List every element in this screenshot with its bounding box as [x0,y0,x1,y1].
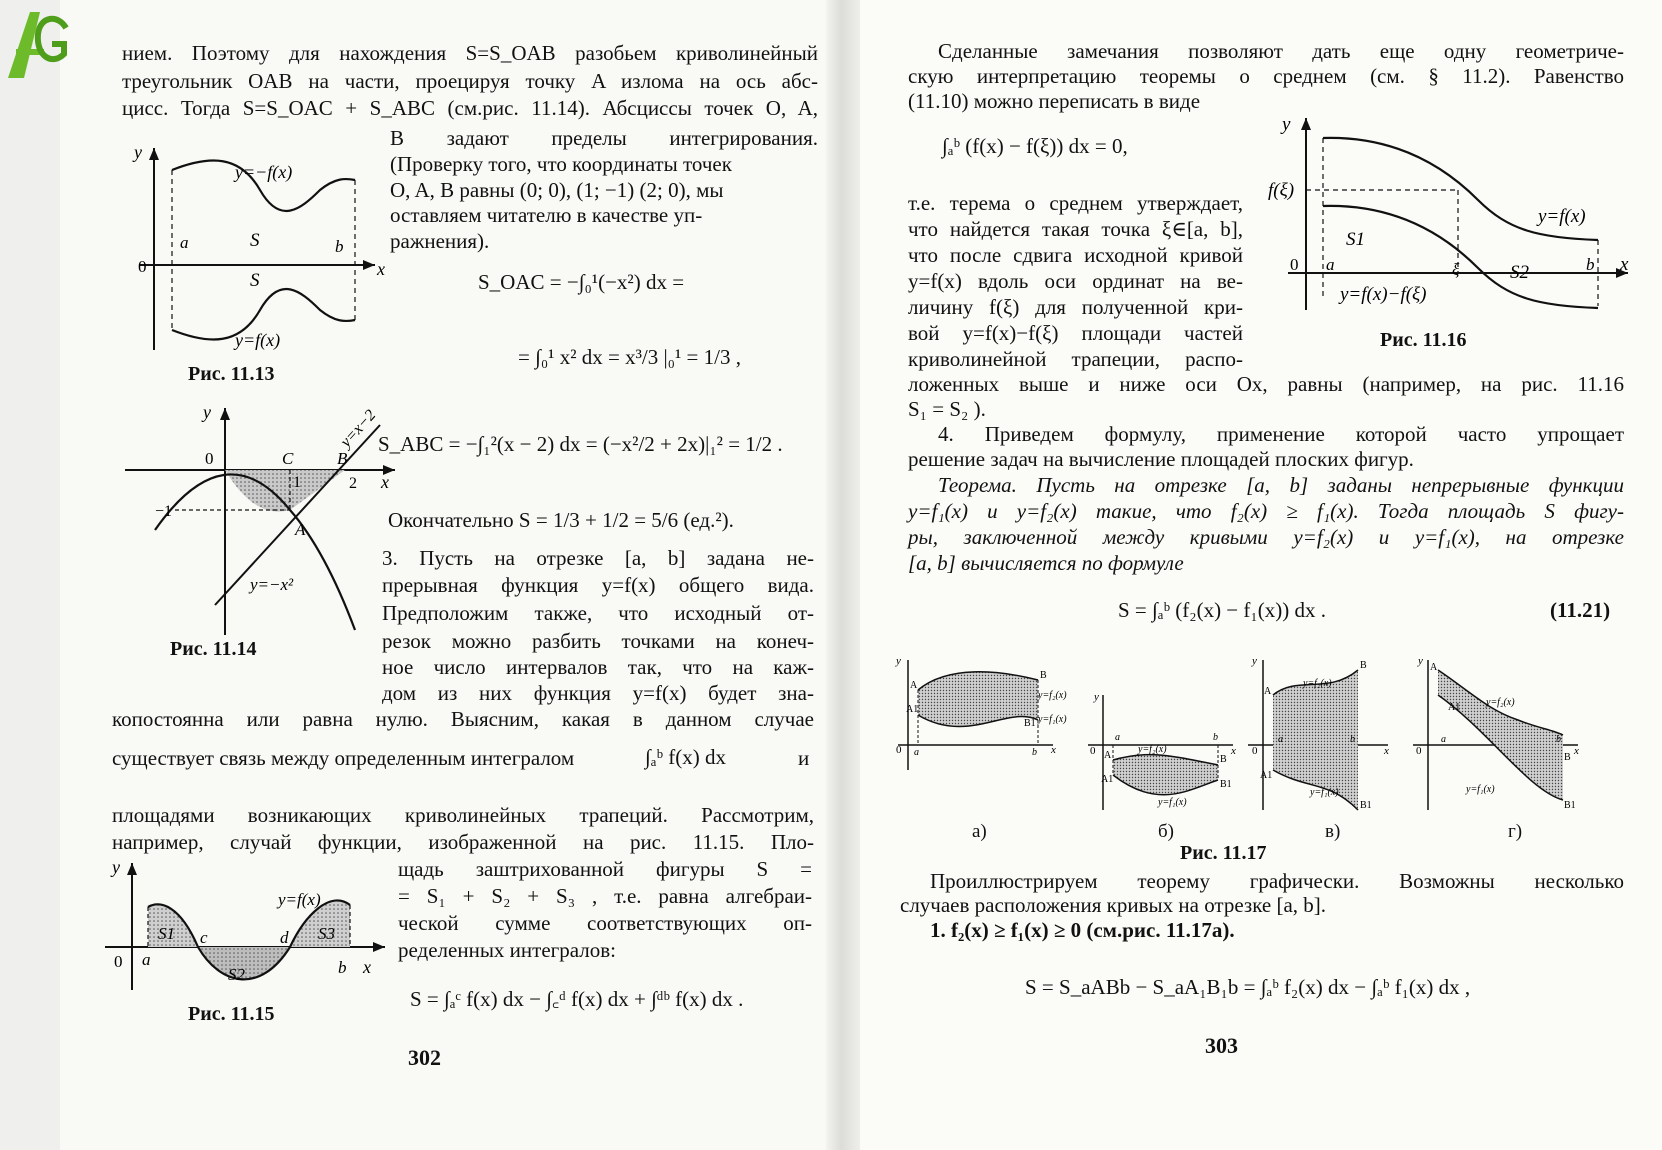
fig16-zero-label: 0 [1290,255,1299,274]
caption-fig-11-14: Рис. 11.14 [170,638,257,660]
fig17-v-x: x [1384,745,1389,757]
text-line: личину f(ξ) для полученной кри- [908,295,1243,319]
fig14-a-label: A [295,520,306,539]
theorem-line: [a, b] вычисляется по формуле [908,551,1184,575]
text-line: что после сдвига исходной кривой [908,243,1243,267]
text-line: и [798,746,810,770]
text-line: Сделанные замечания позволяют дать еще одну геометриче- [938,39,1624,63]
fig17-b-A: A [1104,750,1112,761]
fig17-b-y: y [1094,691,1099,703]
fig17-g [1413,655,1579,811]
fig14-zero-label: 0 [205,449,214,468]
fig17-b [1088,691,1236,810]
text-line: например, случай функции, изображенной на рис. 11.15. Пло- [112,830,814,854]
theorem-line: Теорема. Пусть на отрезке [a, b] заданы непрерывные функции [938,473,1624,497]
fig17-v-A1: A1 [1260,770,1273,781]
fig17-a-a: a [914,747,919,758]
text-line: Предположим также, что исходный от- [382,601,814,625]
figure-11-13 [130,140,390,360]
text-line: щадь заштрихованной фигуры S = [398,857,812,881]
fig17-a-b: b [1032,747,1037,758]
fig17-g-A1: A1 [1448,702,1461,713]
fig17-g-B1: B1 [1564,800,1576,811]
fig15-x-label: x [363,957,371,977]
fig17-a-y: y [896,655,901,667]
fig15-c-label: c [200,928,208,947]
fig17-b-B: B [1220,754,1227,765]
text-line: ражнения). [390,229,490,253]
fig17-g-zero: 0 [1416,745,1422,757]
fig17-g-f1: y=f₁(x) [1466,784,1495,795]
fig14-parab-label: y=−x² [250,575,294,594]
integral-expression: ∫ₐᵇ f(x) dx [645,745,726,769]
fig15-y-label: y [112,857,120,877]
theorem-line: y=f₁(x) и y=f₂(x) такие, что f₂(x) ≥ f₁(x). Тогда площадь S фигу- [908,499,1624,523]
text-line: нием. Поэтому для нахождения S=S_OAB разобьем криволинейный [122,41,818,65]
fig17-a-B: B [1040,670,1047,681]
text-line: Проиллюстрируем теорему графически. Возможны несколько [930,869,1624,893]
text-line: оставляем читателю в качестве уп- [390,203,703,227]
fig15-b-label: b [338,958,347,977]
fig17-b-zero: 0 [1090,745,1096,757]
fig14-c-label: C [282,449,294,468]
formula-11-21: S = ∫ₐᵇ (f₂(x) − f₁(x)) dx . [1118,598,1326,622]
text-line: скую интерпретацию теоремы о среднем (см. § 11.2). Равенство [908,64,1624,88]
text-line: площадями возникающих криволинейных трапеций. Рассмотрим, [112,803,814,827]
fig14-two-label: 2 [349,475,357,492]
text-line: дом из них функция y=f(x) будет зна- [382,681,814,705]
fig14-y-label: y [203,402,211,422]
text-line: S₁ = S₂ ). [908,397,986,421]
fig17-v-a: a [1278,734,1283,745]
text-line: решение задач на вычисление площадей плоских фигур. [908,447,1414,471]
figure-11-17 [888,650,1588,815]
subfig-label-b: б) [1158,821,1174,842]
fig13-s1-label: S [250,230,260,251]
fig17-a-f2: y=f₂(x) [1038,690,1067,701]
fig17-a-zero: 0 [896,744,902,756]
equation-mean-value: ∫ₐᵇ (f(x) − f(ξ)) dx = 0, [942,134,1128,158]
fig17-b-A1: A1 [1101,774,1114,785]
equation-sum-integrals: S = ∫ₐᶜ f(x) dx − ∫꜀ᵈ f(x) dx + ∫ᵈᵇ f(x) dx . [410,987,744,1011]
fig16-y-label: y [1282,114,1291,135]
page-number: 303 [1205,1033,1238,1058]
left-page [60,0,826,1150]
fig13-a-label: a [180,233,189,252]
fig17-g-a: a [1441,734,1446,745]
fig15-s3-label: S3 [318,924,335,943]
fig17-v-B: B [1360,660,1367,671]
fig15-s1-label: S1 [158,924,175,943]
fig13-x-label: x [377,259,385,279]
figure-11-15 [100,855,400,995]
text-line: 4. Приведем формулу, применение которой часто упрощает [938,422,1624,446]
text-line: копостоянна или равна нулю. Выясним, какая в данном случае [112,707,814,731]
fig14-b-label: B [337,449,348,468]
fig16-shift-label: y=f(x)−f(ξ) [1340,284,1427,305]
fig13-y-label: y [134,142,142,162]
fig13-b-label: b [335,237,344,256]
fig15-zero-label: 0 [114,952,123,971]
caption-fig-11-13: Рис. 11.13 [188,363,275,385]
fig13-zero-label: 0 [138,257,147,276]
text-line: криволинейной трапеции, распо- [908,347,1243,371]
ag-logo [0,0,74,90]
fig17-a-A1: A1 [906,704,919,715]
fig17-a-B1: B1 [1024,718,1036,729]
text-line: = S₁ + S₂ + S₃ , т.е. равна алгебраи- [398,884,812,908]
fig15-a-label: a [142,950,151,969]
fig13-s2-label: S [250,270,260,291]
fig16-x-label: x [1620,254,1629,275]
fig14-line-label: y=x−2 [337,406,380,451]
text-line: цисс. Тогда S=S_OAC + S_ABC (см.рис. 11.14). Абсциссы точек O, A, [122,96,818,120]
fig16-s2-label: S2 [1510,262,1529,283]
fig17-g-y: y [1418,655,1423,667]
fig17-b-f1: y=f₁(x) [1158,797,1187,808]
book-spine [826,0,860,1150]
fig17-g-b: b [1556,734,1561,745]
fig14-x-label: x [381,472,389,492]
formula-number: (11.21) [1550,598,1611,622]
fig14-one-label: 1 [293,474,301,491]
text-line: 3. Пусть на отрезке [a, b] задана не- [382,546,814,570]
text-line: прерывная функция y=f(x) общего вида. [382,573,814,597]
fig16-a-label: a [1326,255,1335,274]
fig15-d-label: d [280,928,289,947]
final-result: Окончательно S = 1/3 + 1/2 = 5/6 (ед.²). [388,508,734,532]
caption-fig-11-15: Рис. 11.15 [188,1003,275,1025]
fig17-v [1248,655,1389,811]
caption-fig-11-16: Рис. 11.16 [1380,329,1467,351]
fig17-b-f2: y=f₂(x) [1138,744,1167,755]
fig13-bottom-label: y=f(x) [235,330,281,350]
theorem-line: ры, заключенной между кривыми y=f₂(x) и y=f₁(x), на отрезке [908,525,1624,549]
subfig-label-g: г) [1508,821,1523,842]
text-line: O, A, B равны (0; 0), (1; −1) (2; 0), мы [390,178,724,202]
fig17-v-f1: y=f₁(x) [1310,787,1339,798]
text-line: т.е. терема о среднем утверждает, [908,191,1243,215]
text-line: что найдется такая точка ξ∈[a, b], [908,217,1243,241]
caption-fig-11-17: Рис. 11.17 [1180,842,1267,864]
text-line: B задают пределы интегрирования. [390,126,818,150]
equation-integral-x2: = ∫₀¹ x² dx = x³/3 |₀¹ = 1/3 , [518,345,741,369]
fig13-top-label: y=−f(x) [235,162,293,182]
fig17-a-f1: y=f₁(x) [1038,714,1067,725]
text-line: ческой сумме соответствующих оп- [398,911,812,935]
text-line: ределенных интегралов: [398,938,617,962]
fig17-a-A: A [910,680,918,691]
fig17-v-B1: B1 [1360,800,1372,811]
equation-s-oac: S_OAC = −∫₀¹(−x²) dx = [478,270,685,294]
equation-case-1: S = S_aABb − S_aA₁B₁b = ∫ₐᵇ f₂(x) dx − ∫ₐᵇ f₁(x) dx , [1025,975,1471,999]
fig16-xi-label: ξ [1452,260,1460,279]
fig14-minus1-label: −1 [155,503,173,520]
fig17-v-A: A [1264,686,1272,697]
figure-11-14 [115,400,405,640]
fig17-b-x: x [1231,745,1236,757]
text-line: существует связь между определенным интегралом [112,746,575,770]
fig17-g-f2: y=f₂(x) [1486,697,1515,708]
fig17-b-b: b [1213,732,1218,743]
fig17-v-y: y [1252,655,1257,667]
text-line: вой y=f(x)−f(ξ) площади частей [908,321,1243,345]
fig17-g-A: A [1430,662,1438,673]
fig15-fx-label: y=f(x) [278,890,321,909]
fig17-a-x: x [1051,744,1056,756]
equation-s-abc: S_ABC = −∫₁²(x − 2) dx = (−x²/2 + 2x)|₁² = 1/2 . [378,432,783,456]
figure-11-16 [1268,110,1638,350]
fig16-fxi-label: f(ξ) [1268,180,1295,201]
fig17-g-B: B [1564,752,1571,763]
subfig-label-v: в) [1325,821,1341,842]
fig16-b-label: b [1586,255,1595,274]
logo-text: AG [0,0,2,1]
fig15-s2-label: S2 [228,965,245,984]
text-line: треугольник OAB на части, проецируя точку A излома на ось абс- [122,69,818,93]
text-line: резок можно разбить точками на конеч- [382,629,814,653]
subfig-label-a: а) [972,821,987,842]
fig17-a [895,655,1067,770]
fig17-b-a: a [1115,732,1120,743]
text-line: (Проверку того, что координаты точек [390,152,732,176]
text-line: y=f(x) вдоль оси ординат на ве- [908,269,1243,293]
page-number: 302 [408,1045,441,1070]
case-1: 1. f₂(x) ≥ f₁(x) ≥ 0 (см.рис. 11.17а). [930,918,1235,942]
right-page [860,0,1662,1150]
text-line: случаев расположения кривых на отрезке [a, b]. [900,893,1327,917]
text-line: (11.10) можно переписать в виде [908,89,1201,113]
fig17-g-x: x [1574,745,1579,757]
fig16-s1-label: S1 [1346,229,1365,250]
text-line: ложенных выше и ниже оси Ox, равны (например, на рис. 11.16 [908,372,1624,396]
text-line: ное число интервалов так, что на каж- [382,655,814,679]
fig16-fx-label: y=f(x) [1538,206,1586,227]
fig17-v-b: b [1350,734,1355,745]
fig17-v-f2: y=f₂(x) [1303,678,1332,689]
fig17-v-zero: 0 [1252,745,1258,757]
fig17-b-B1: B1 [1220,779,1232,790]
